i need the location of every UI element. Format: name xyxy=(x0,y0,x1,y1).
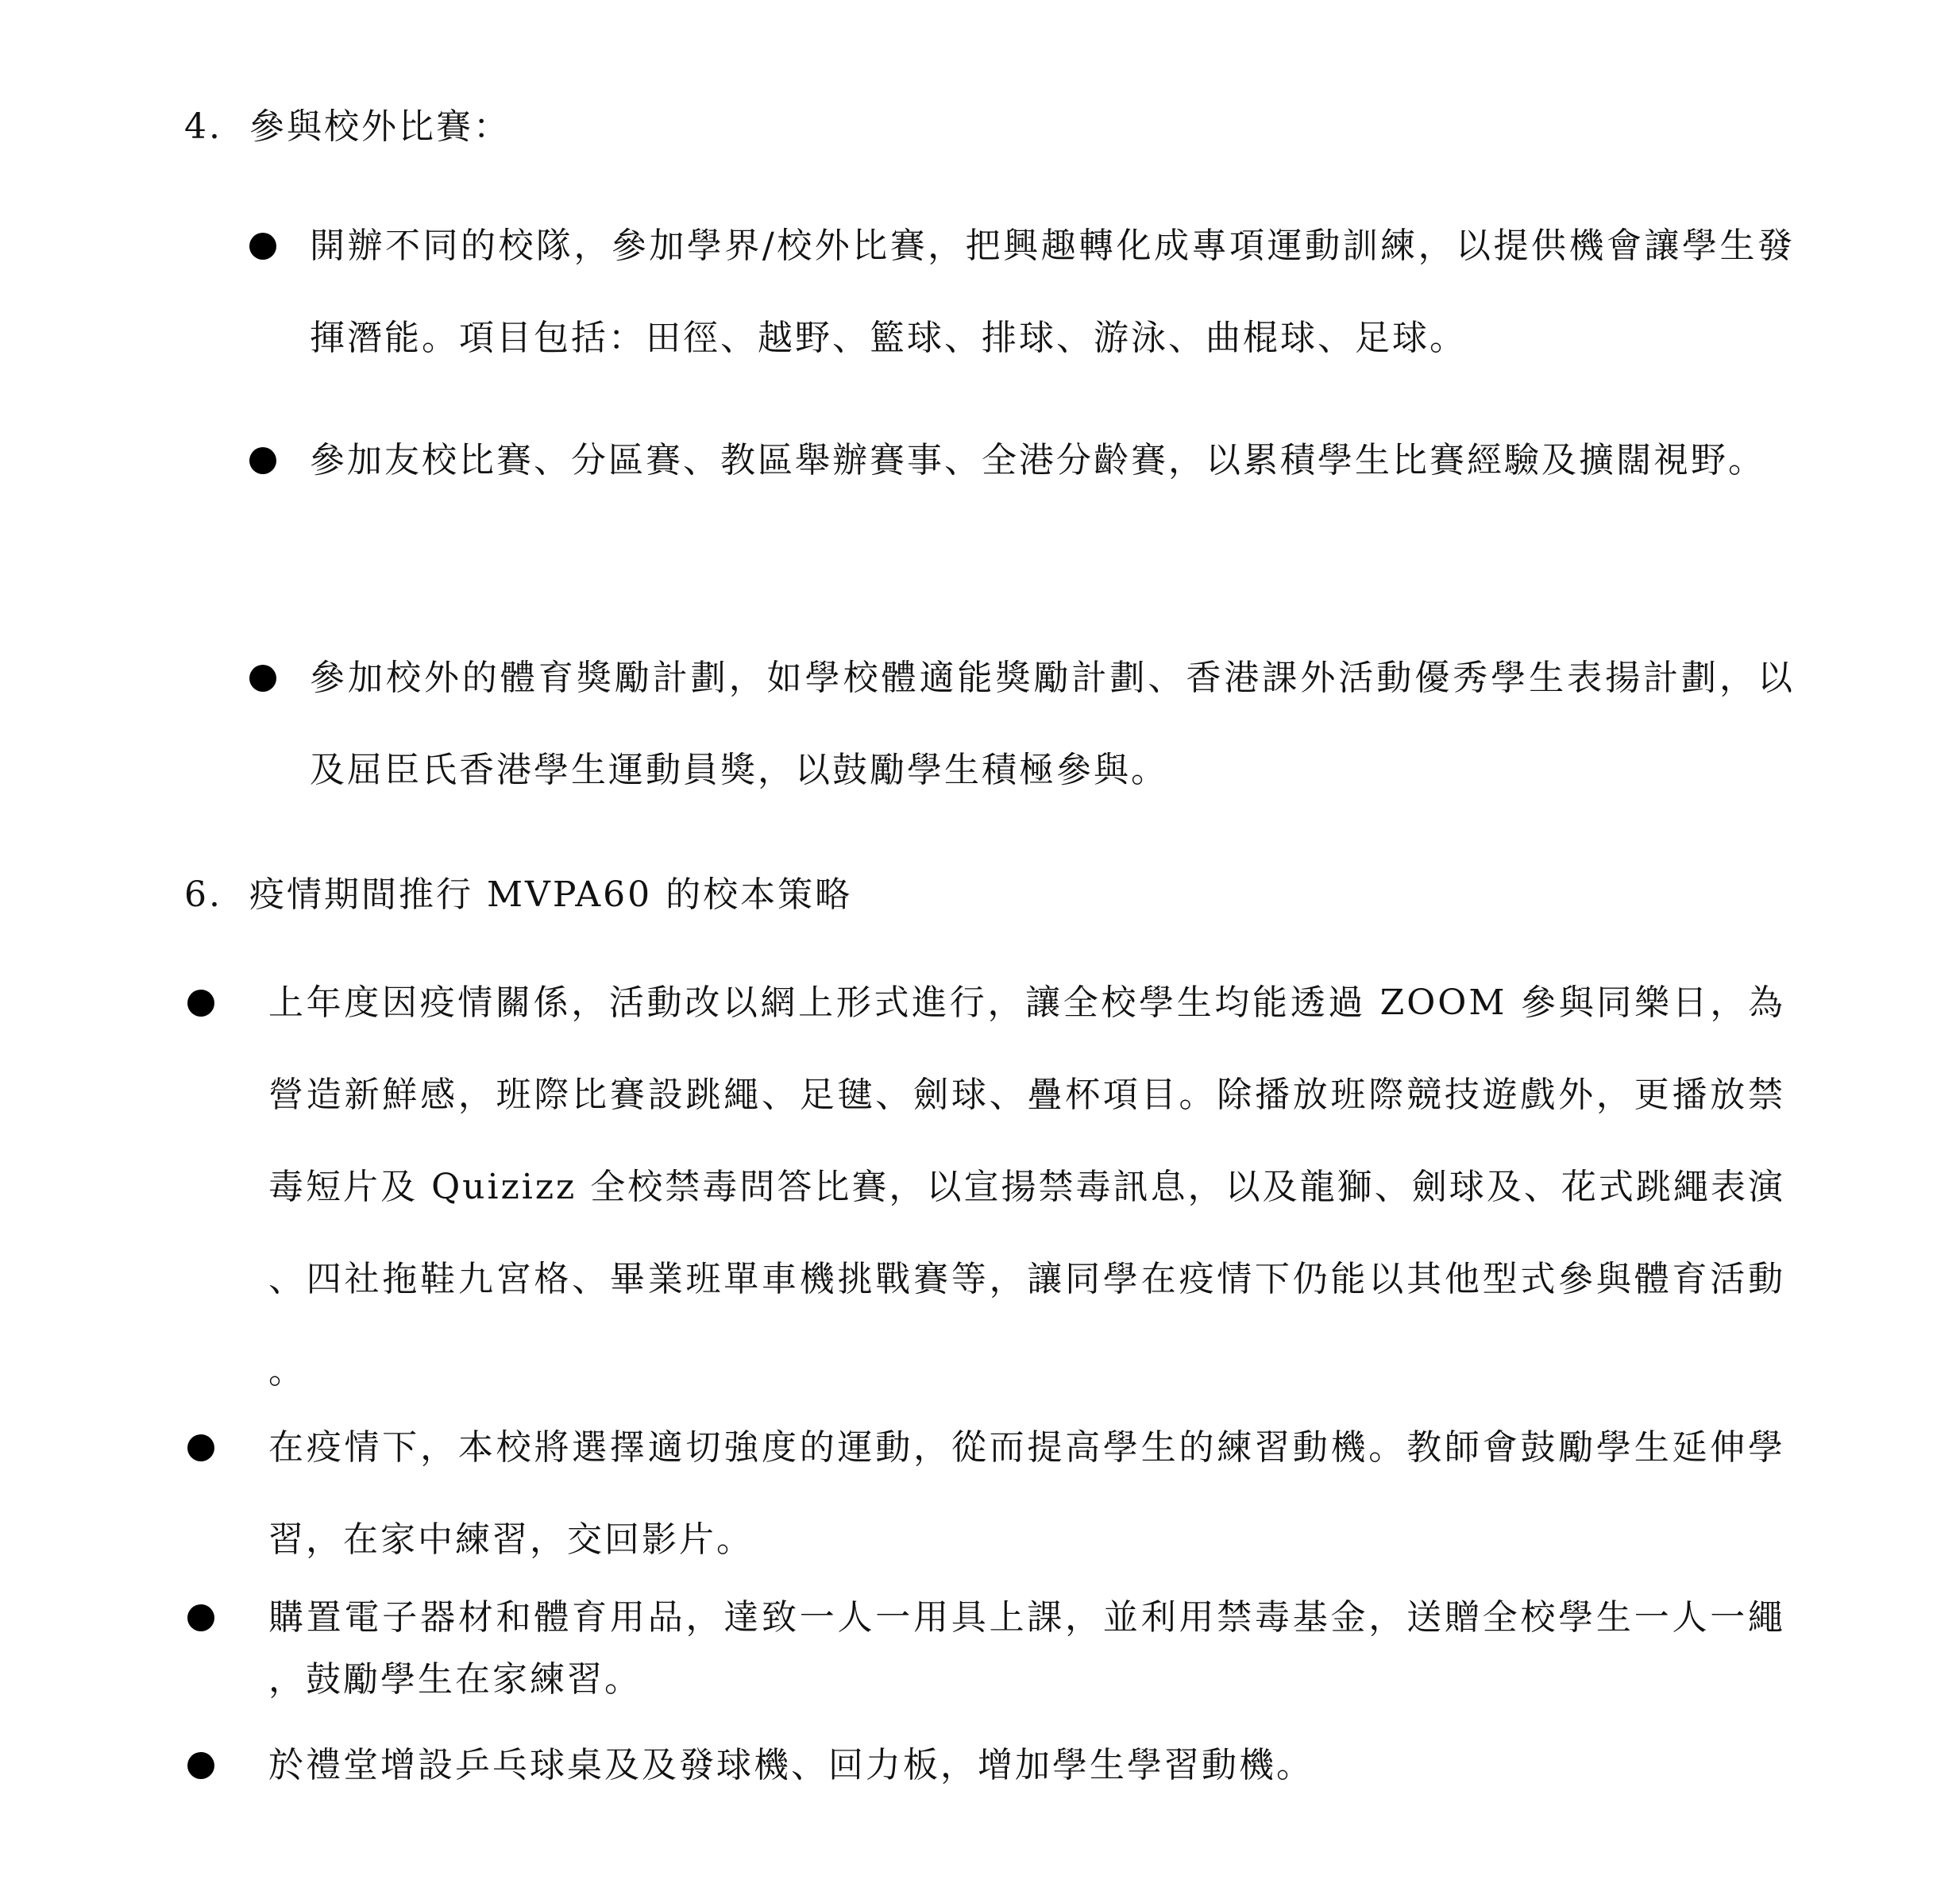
bullet-icon xyxy=(249,665,276,692)
bullet-icon xyxy=(249,233,276,260)
bullet-icon xyxy=(187,1752,214,1779)
bullet-icon xyxy=(249,447,276,474)
section-4-heading xyxy=(184,103,511,151)
section-6-heading xyxy=(184,871,852,919)
section-6-item-1: 上年度因疫情關係，活動改以網上形式進行，讓全校學生均能透過 ZOOM 參與同樂日，為營造新鮮感，班際比賽設跳繩、足毽、劍球、疊杯項目。除播放班際競技遊戲外，更播放禁毒短片及 Quizizz 全校禁毒問答比賽，以宣揚禁毒訊息，以及龍獅、劍球及、花式跳繩表演、四社拖鞋九宮格、畢業班單車機挑戰賽等，讓同學在疫情下仍能以其他型式參與體育活動。 xyxy=(268,982,1785,1391)
section-6-number: 6. xyxy=(184,874,222,915)
section-4-item-3: 參加校外的體育獎勵計劃，如學校體適能獎勵計劃、香港課外活動優秀學生表揚計劃，以及屈臣氏香港學生運動員獎，以鼓勵學生積極參與。 xyxy=(310,658,1795,790)
section-6-item-4: 於禮堂增設乒乓球桌及及發球機、回力板，增加學生學習動機。 xyxy=(268,1745,1314,1785)
bullet-icon xyxy=(187,990,214,1017)
bullet-icon xyxy=(187,1434,214,1461)
section-6-title: 疫情期間推行 MVPA60 的校本策略 xyxy=(249,874,853,915)
bullet-icon xyxy=(187,1604,214,1631)
section-6-item-3: 購置電子器材和體育用品，達致一人一用具上課，並利用禁毒基金，送贈全校學生一人一繩，鼓勵學生在家練習。 xyxy=(268,1597,1785,1700)
section-4-item-1: 開辦不同的校隊，參加學界/校外比賽，把興趣轉化成專項運動訓練，以提供機會讓學生發揮潛能。項目包括：田徑、越野、籃球、排球、游泳、曲棍球、足球。 xyxy=(310,226,1795,358)
section-4-number: 4. xyxy=(184,106,222,147)
section-4-item-2: 參加友校比賽、分區賽、教區舉辦賽事、全港分齡賽，以累積學生比賽經驗及擴闊視野。 xyxy=(310,440,1765,481)
section-4-title: 參與校外比賽： xyxy=(249,106,511,147)
section-6-item-2: 在疫情下，本校將選擇適切強度的運動，從而提高學生的練習動機。教師會鼓勵學生延伸學習，在家中練習，交回影片。 xyxy=(268,1427,1785,1560)
